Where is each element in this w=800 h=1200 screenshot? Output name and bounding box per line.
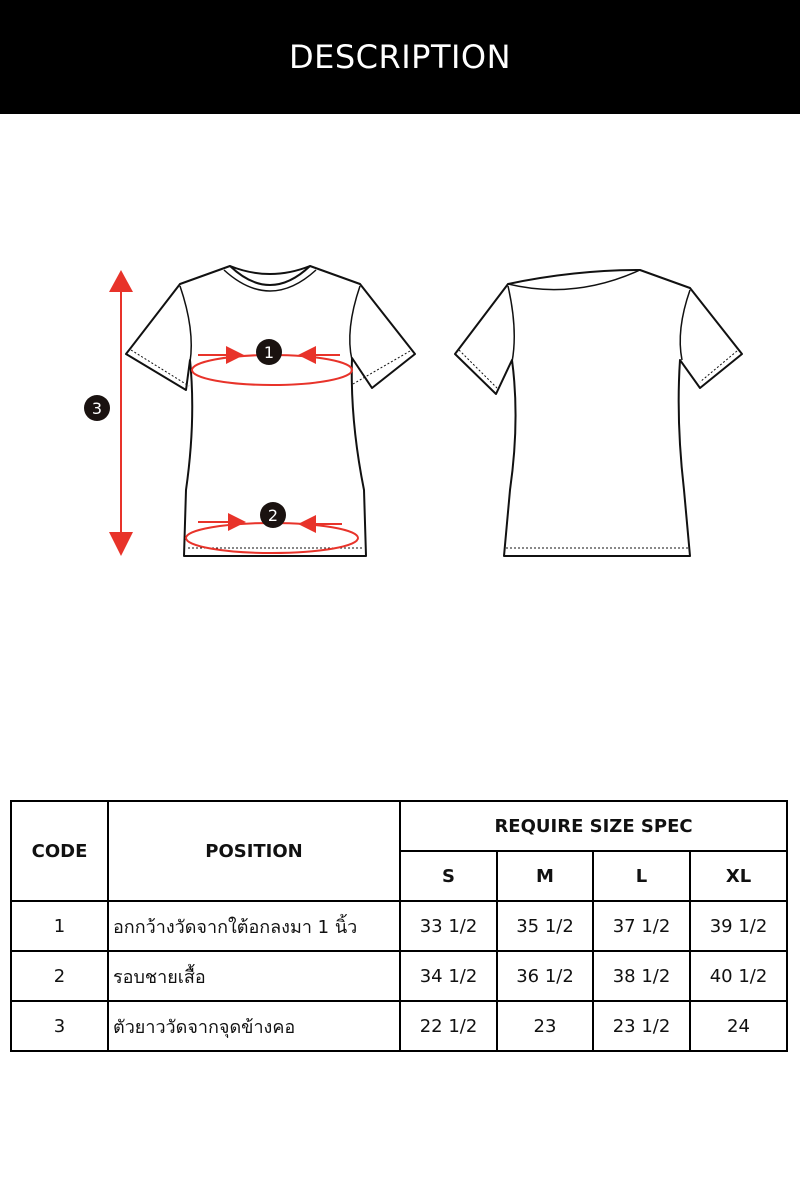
page-title: DESCRIPTION (288, 38, 512, 76)
code-cell: 3 (11, 1001, 108, 1051)
table-row (11, 951, 787, 1001)
marker-2 (260, 502, 286, 528)
spec-header: REQUIRE SIZE SPEC (400, 801, 787, 851)
table-row (11, 1001, 787, 1051)
code-cell: 1 (11, 901, 108, 951)
tshirt-illustration (0, 114, 800, 674)
value-cell: 40 1/2 (690, 951, 787, 1001)
value-cell: 37 1/2 (593, 901, 690, 951)
value-cell: 23 1/2 (593, 1001, 690, 1051)
code-header: CODE (11, 801, 108, 901)
size-header: XL (690, 851, 787, 901)
value-cell: 22 1/2 (400, 1001, 497, 1051)
code-cell: 2 (11, 951, 108, 1001)
size-header: S (400, 851, 497, 901)
size-spec-table (10, 800, 788, 1052)
size-header: L (593, 851, 690, 901)
svg-text:3: 3 (91, 399, 103, 418)
value-cell: 33 1/2 (400, 901, 497, 951)
tshirt-back (455, 270, 742, 556)
position-cell: อกกว้างวัดจากใต้อกลงมา 1 นิ้ว (108, 901, 400, 951)
value-cell: 23 (497, 1001, 593, 1051)
value-cell: 38 1/2 (593, 951, 690, 1001)
table-row (11, 901, 787, 951)
header-bar (0, 0, 800, 114)
svg-text:1: 1 (263, 343, 275, 362)
value-cell: 24 (690, 1001, 787, 1051)
table-header-row (11, 801, 787, 851)
value-cell: 35 1/2 (497, 901, 593, 951)
marker-1 (256, 339, 282, 365)
position-header: POSITION (108, 801, 400, 901)
marker-3 (84, 395, 110, 421)
position-cell: ตัวยาววัดจากจุดข้างคอ (108, 1001, 400, 1051)
value-cell: 39 1/2 (690, 901, 787, 951)
value-cell: 34 1/2 (400, 951, 497, 1001)
svg-text:2: 2 (267, 506, 279, 525)
value-cell: 36 1/2 (497, 951, 593, 1001)
position-cell: รอบชายเสื้อ (108, 951, 400, 1001)
length-arrow (109, 270, 133, 556)
size-header: M (497, 851, 593, 901)
